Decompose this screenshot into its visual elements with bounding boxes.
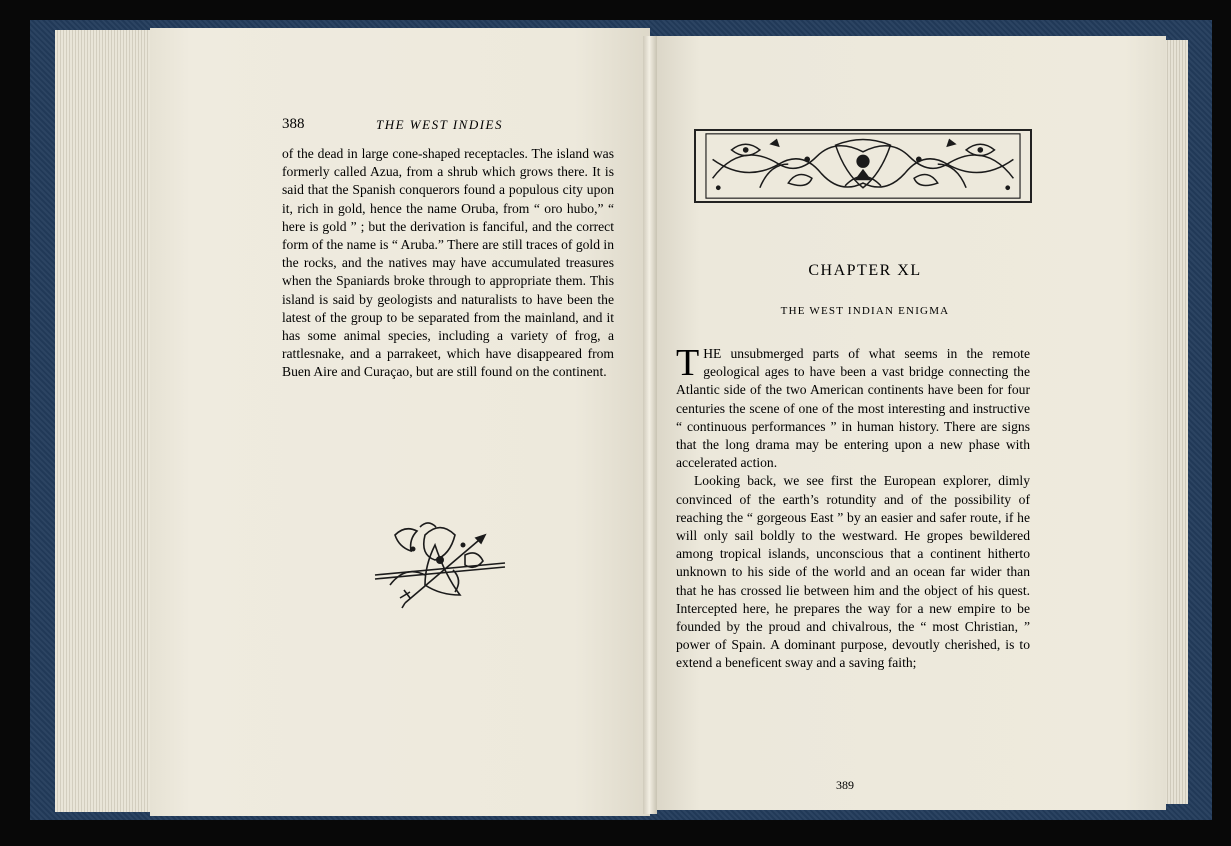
floral-headpiece-icon: [694, 129, 1032, 203]
running-title: THE WEST INDIES: [376, 117, 503, 132]
page-number-left: 388: [282, 116, 305, 132]
right-body-text: [676, 342, 1030, 673]
chapter-subtitle: THE WEST INDIAN ENIGMA: [780, 305, 950, 317]
book-gutter: [643, 36, 657, 814]
drop-cap: T: [676, 342, 700, 384]
chapter-title: CHAPTER XL: [808, 262, 922, 279]
page-edges-left: [55, 30, 165, 812]
first-paragraph-text: HE unsubmerged parts of what seems in the remote geological ages to have been a vast bridge connecting the Atlantic side of the two American continents have been for four centuries the scene of one of the most interesting and instructive “ continuous performances ” in human history. There are signs that the long drama may be entering upon a new phase with accelerated action.: [676, 346, 1030, 471]
trophy-ornament-icon: [365, 515, 515, 610]
first-paragraph: [676, 342, 1030, 472]
left-paragraph: of the dead in large cone-shaped receptacles. The island was formerly called Azua, from a shrub which grows there. It is said that the Spanish conquerors found a populous city upon it, rich in gold, hence the name Oruba, from “ oro hubo,” “ here is gold ” ; but the derivation is fanciful, and the correct form of the name is “ Aruba.” There are still traces of gold in the rocks, and the natives may have accumulated treasures when the Spaniards broke through to appropriate them. This island is said by geologists and naturalists to have been the latest of the group to be separated from the mainland, and it has some animal species, including a variety of frog, a rattlesnake, and a parrakeet, which have disappeared from Buen Aire and Curaçao, but are still found on the continent.: [282, 146, 614, 380]
left-body-text: [282, 145, 614, 382]
second-paragraph: Looking back, we see first the European explorer, dimly convinced of the earth’s rotundity and of the possibility of reaching the “ gorgeous East ” by an easier and safer route, if he will only sail boldly to the westward. He gropes bewildered among tropical islands, unconscious that a continent hitherto unknown to his side of the world and an ocean far wider than that he has crossed lie between him and the object of his quest. Intercepted here, he prepares the way for a new empire to be founded by the proud and chivalrous, the “ most Christian, ” power of Spain. A dominant purpose, devoutly cherished, is to extend a beneficent sway and a saving faith;: [676, 473, 1030, 671]
page-number-right: 389: [836, 778, 854, 792]
running-head: [282, 116, 642, 136]
